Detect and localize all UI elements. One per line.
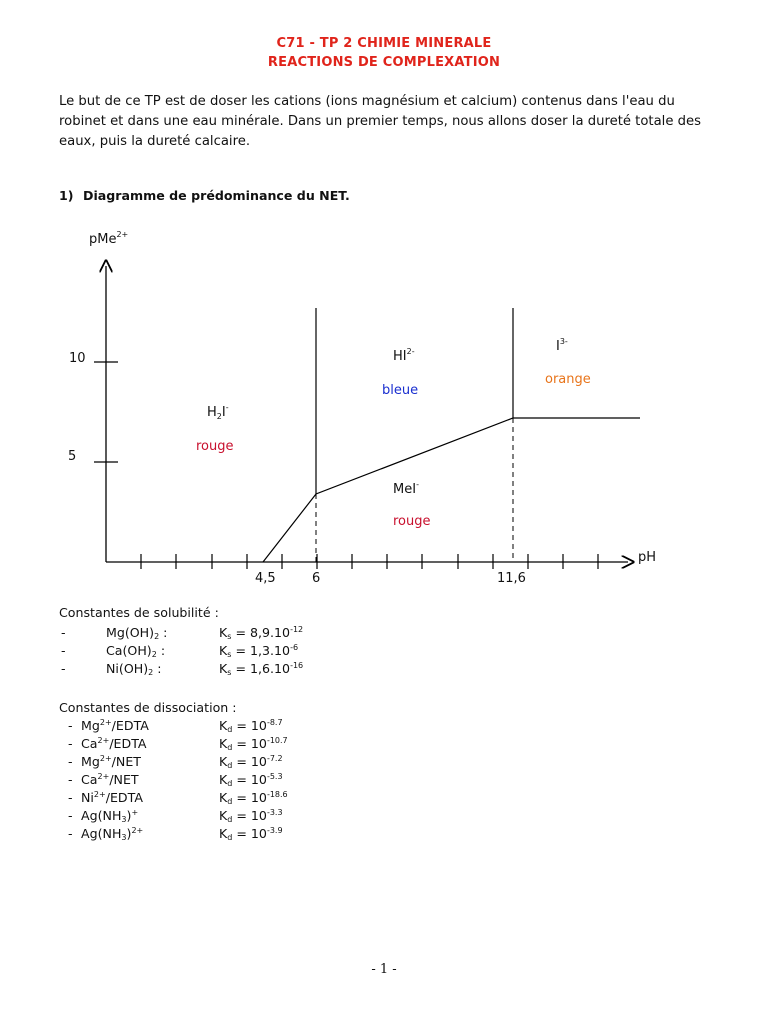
list-dash: - bbox=[68, 772, 73, 787]
list-dash: - bbox=[61, 643, 66, 658]
section-title: Diagramme de prédominance du NET. bbox=[83, 188, 350, 203]
list-dash: - bbox=[61, 661, 66, 676]
constant-value: $K_d = 10^{-10.7}$ bbox=[219, 736, 288, 752]
dissociation-heading: Constantes de dissociation : bbox=[59, 700, 237, 715]
document-title: C71 - TP 2 CHIMIE MINERALE bbox=[276, 36, 492, 51]
compound-name: $Ni(OH)_2$ : bbox=[106, 661, 162, 677]
y-tick-label-10: 10 bbox=[69, 351, 86, 366]
color-label-hi2: bleue bbox=[382, 383, 419, 398]
compound-name: $Ca(OH)_2$ : bbox=[106, 643, 166, 659]
complex-name: $Mg^{2+}$/EDTA bbox=[81, 718, 149, 733]
y-axis-label: pMe$^{2+}$ bbox=[89, 230, 129, 247]
constant-value: $K_d = 10^{-7.2}$ bbox=[219, 754, 283, 770]
page-number: - 1 - bbox=[371, 962, 397, 977]
species-mei: MeI- bbox=[393, 480, 419, 497]
constant-value: $K_s = 1,6.10^{-16}$ bbox=[219, 661, 304, 677]
constant-value: $K_s = 8,9.10^{-12}$ bbox=[219, 625, 304, 641]
list-dash: - bbox=[68, 754, 73, 769]
list-dash: - bbox=[68, 826, 73, 841]
list-dash: - bbox=[68, 736, 73, 751]
list-dash: - bbox=[61, 625, 66, 640]
complex-name: $Ni^{2+}$/EDTA bbox=[81, 790, 143, 805]
constant-value: $K_d = 10^{-3.3}$ bbox=[219, 808, 283, 824]
y-tick-label-5: 5 bbox=[68, 449, 77, 464]
color-label-i3: orange bbox=[545, 372, 591, 387]
complex-name: $Ca^{2+}$/EDTA bbox=[81, 736, 147, 751]
x-axis-label: pH bbox=[638, 550, 657, 565]
complex-name: $Ca^{2+}$/NET bbox=[81, 772, 139, 787]
x-tick-label-4-5: 4,5 bbox=[255, 571, 276, 586]
constant-value: $K_d = 10^{-8.7}$ bbox=[219, 718, 283, 734]
compound-name: $Mg(OH)_2$ : bbox=[106, 625, 168, 641]
solubility-heading: Constantes de solubilité : bbox=[59, 605, 219, 620]
x-tick-label-11-6: 11,6 bbox=[497, 571, 526, 586]
species-hi2: $HI^{2-}$ bbox=[393, 347, 415, 364]
constant-value: $K_d = 10^{-3.9}$ bbox=[219, 826, 283, 842]
document-subtitle: REACTIONS DE COMPLEXATION bbox=[267, 55, 501, 70]
complex-name: $Mg^{2+}$/NET bbox=[81, 754, 141, 769]
species-i3: $I^{3-}$ bbox=[556, 337, 568, 354]
complex-name: $Ag(NH_3)^{2+}$ bbox=[81, 826, 144, 842]
complex-boundary-curve bbox=[263, 418, 640, 562]
list-dash: - bbox=[68, 790, 73, 805]
solubility-section bbox=[59, 605, 304, 677]
section-number: 1) bbox=[59, 188, 74, 203]
x-tick-label-6: 6 bbox=[312, 571, 321, 586]
color-label-mei: rouge bbox=[393, 514, 431, 529]
species-h2i: $H_2I^-$ bbox=[207, 403, 229, 421]
color-label-h2i: rouge bbox=[196, 439, 234, 454]
dissociation-section bbox=[59, 700, 288, 842]
constant-value: $K_s = 1,3.10^{-6}$ bbox=[219, 643, 299, 659]
constant-value: $K_d = 10^{-5.3}$ bbox=[219, 772, 283, 788]
list-dash: - bbox=[68, 808, 73, 823]
constant-value: $K_d = 10^{-18.6}$ bbox=[219, 790, 288, 806]
list-dash: - bbox=[68, 718, 73, 733]
intro-paragraph: Le but de ce TP est de doser les cations (ions magnésium et calcium) contenus dans l'eau du robinet et dans une eau minérale. Dans un premier temps, nous allons doser la dureté totale des eaux, puis la dureté calcaire. bbox=[59, 94, 701, 149]
complex-name: $Ag(NH_3)^+$ bbox=[81, 808, 139, 824]
